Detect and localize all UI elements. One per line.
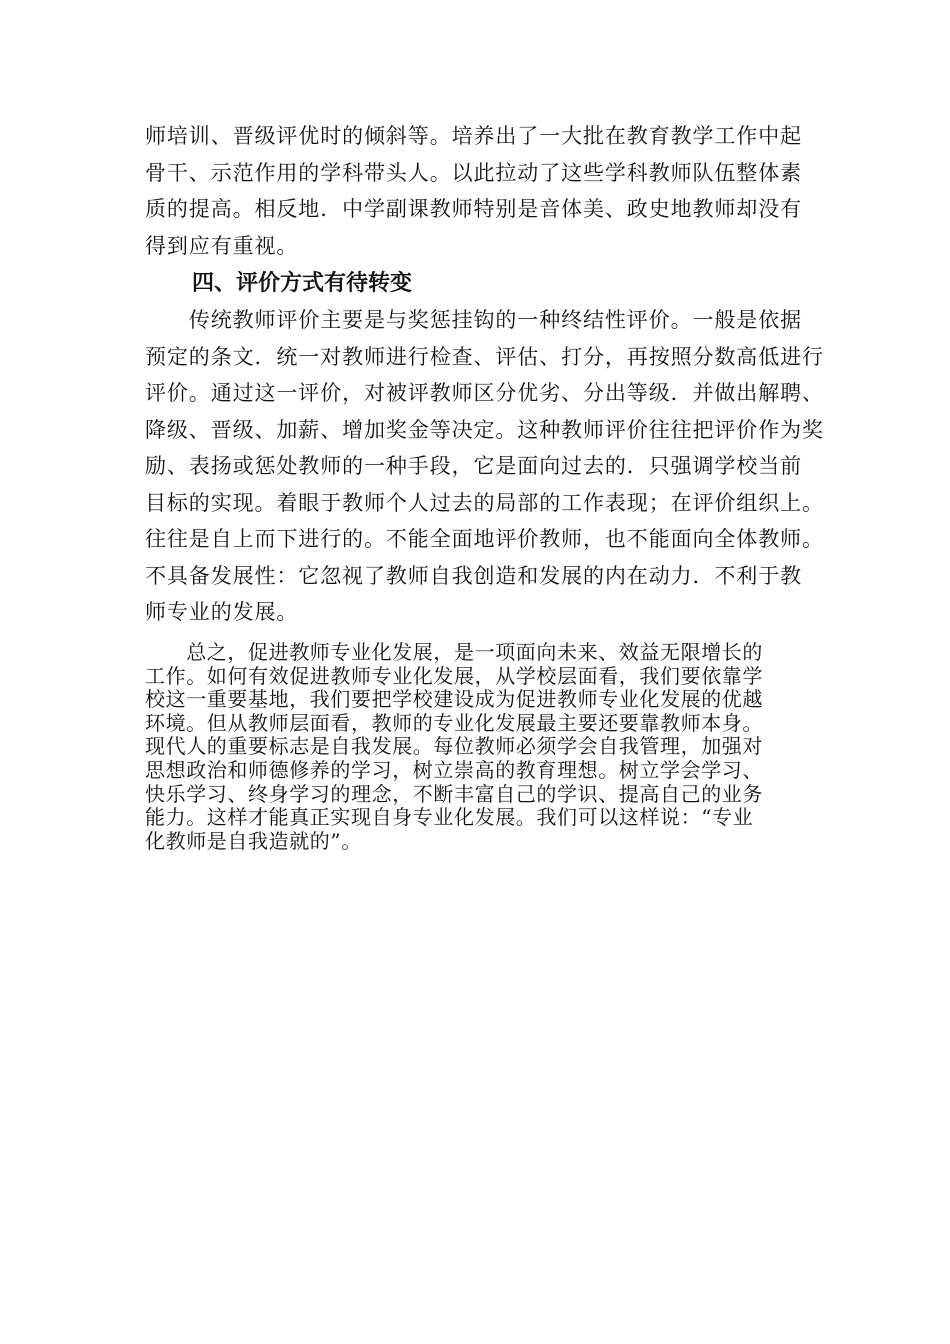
body-paragraph-evaluation: 传统教师评价主要是与奖惩挂钩的一种终结性评价。一般是依据 预定的条文．统一对教师进行检查、评估、打分，再按照分数高低进行 评价。通过这一评价，对被评教师区分优劣、分出等级．并做出解聘、 降级、晋级、加薪、增加奖金等决定。这种教师评价往往把评价作为奖 励、表扬或惩处教师的一种手段，它是面向过去的．只强调学校当前 目标的实现。着眼于教师个人过去的局部的工作表现；在评价组织上。 往往是自上而下进行的。不能全面地评价教师，也不能面向全体教师。 不具备发展性：它忽视了教师自我创造和发展的内在动力．不利于教 师专业的发展。: [145, 308, 824, 624]
section-heading-4: 四、评价方式有待转变: [192, 271, 413, 296]
body-paragraph-conclusion: 总之，促进教师专业化发展，是一项面向未来、效益无限增长的 工作。如何有效促进教师专业化发展，从学校层面看，我们要依靠学 校这一重要基地，我们要把学校建设成为促进教师专业化发展的优越 环境。但从教师层面看，教师的专业化发展最主要还要靠教师本身。 现代人的重要标志是自我发展。每位教师必须学会自我管理，加强对 思想政治和师德修养的学习，树立崇高的教育理想。树立学会学习、 快乐学习、终身学习的理念，不断丰富自己的学识、提高自己的业务 能力。这样才能真正实现自身专业化发展。我们可以这样说：“专业 化教师是自我造就的”。: [145, 640, 763, 853]
body-paragraph-continued: 师培训、晋级评优时的倾斜等。培养出了一大批在教育教学工作中起 骨干、示范作用的学科带头人。以此拉动了这些学科教师队伍整体素 质的提高。相反地．中学副课教师特别是音体美、政史地教师却没有 得到应有重视。: [145, 124, 802, 258]
